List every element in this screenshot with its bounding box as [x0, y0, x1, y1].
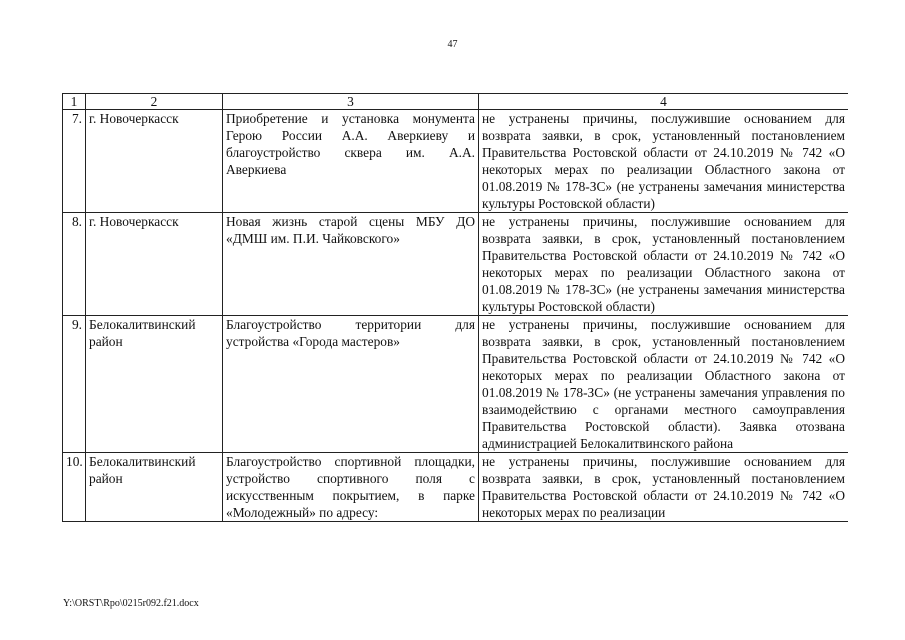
row-place: Белокалитвинский район	[86, 316, 223, 453]
row-number: 8.	[63, 213, 86, 316]
table-header-row	[63, 94, 849, 110]
row-number: 9.	[63, 316, 86, 453]
row-reason: не устранены причины, послужившие основанием для возврата заявки, в срок, установленный постановлением Правительства Ростовской области от 24.10.2019 № 742 «О некоторых мерах по реализации Областного закона от 01.08.2019 № 178-ЗС» (не устранены замечания министерства культуры Ростовской области)	[479, 110, 849, 213]
row-place: г. Новочеркасск	[86, 110, 223, 213]
row-reason: не устранены причины, послужившие основанием для возврата заявки, в срок, установленный постановлением Правительства Ростовской области от 24.10.2019 № 742 «О некоторых мерах по реализации	[479, 453, 849, 522]
header-col-2: 2	[86, 94, 223, 110]
document-table	[62, 93, 848, 522]
table-row	[63, 213, 849, 316]
row-place: г. Новочеркасск	[86, 213, 223, 316]
table-container	[62, 93, 848, 578]
row-project: Новая жизнь старой сцены МБУ ДО «ДМШ им. П.И. Чайковского»	[223, 213, 479, 316]
header-col-1: 1	[63, 94, 86, 110]
footer-file-path: Y:\ORST\Rpo\0215r092.f21.docx	[63, 598, 199, 609]
row-place: Белокалитвинский район	[86, 453, 223, 522]
row-project: Приобретение и установка монумента Герою России А.А. Аверкиеву и благоустройство сквера им. А.А. Аверкиева	[223, 110, 479, 213]
row-project: Благоустройство спортивной площадки, устройство спортивного поля с искусственным покрытием, в парке «Молодежный» по адресу:	[223, 453, 479, 522]
header-col-4: 4	[479, 94, 849, 110]
table-row	[63, 316, 849, 453]
row-reason: не устранены причины, послужившие основанием для возврата заявки, в срок, установленный постановлением Правительства Ростовской области от 24.10.2019 № 742 «О некоторых мерах по реализации Областного закона от 01.08.2019 № 178-ЗС» (не устранены замечания управления по взаимодействию с органами местного самоуправления Правительства Ростовской области). Заявка отозвана администрацией Белокалитвинского района	[479, 316, 849, 453]
page-number: 47	[447, 39, 458, 50]
row-project: Благоустройство территории для устройства «Города мастеров»	[223, 316, 479, 453]
row-reason: не устранены причины, послужившие основанием для возврата заявки, в срок, установленный постановлением Правительства Ростовской области от 24.10.2019 № 742 «О некоторых мерах по реализации Областного закона от 01.08.2019 № 178-ЗС» (не устранены замечания министерства культуры Ростовской области)	[479, 213, 849, 316]
row-number: 10.	[63, 453, 86, 522]
header-col-3: 3	[223, 94, 479, 110]
table-row	[63, 110, 849, 213]
table-row	[63, 453, 849, 522]
row-number: 7.	[63, 110, 86, 213]
